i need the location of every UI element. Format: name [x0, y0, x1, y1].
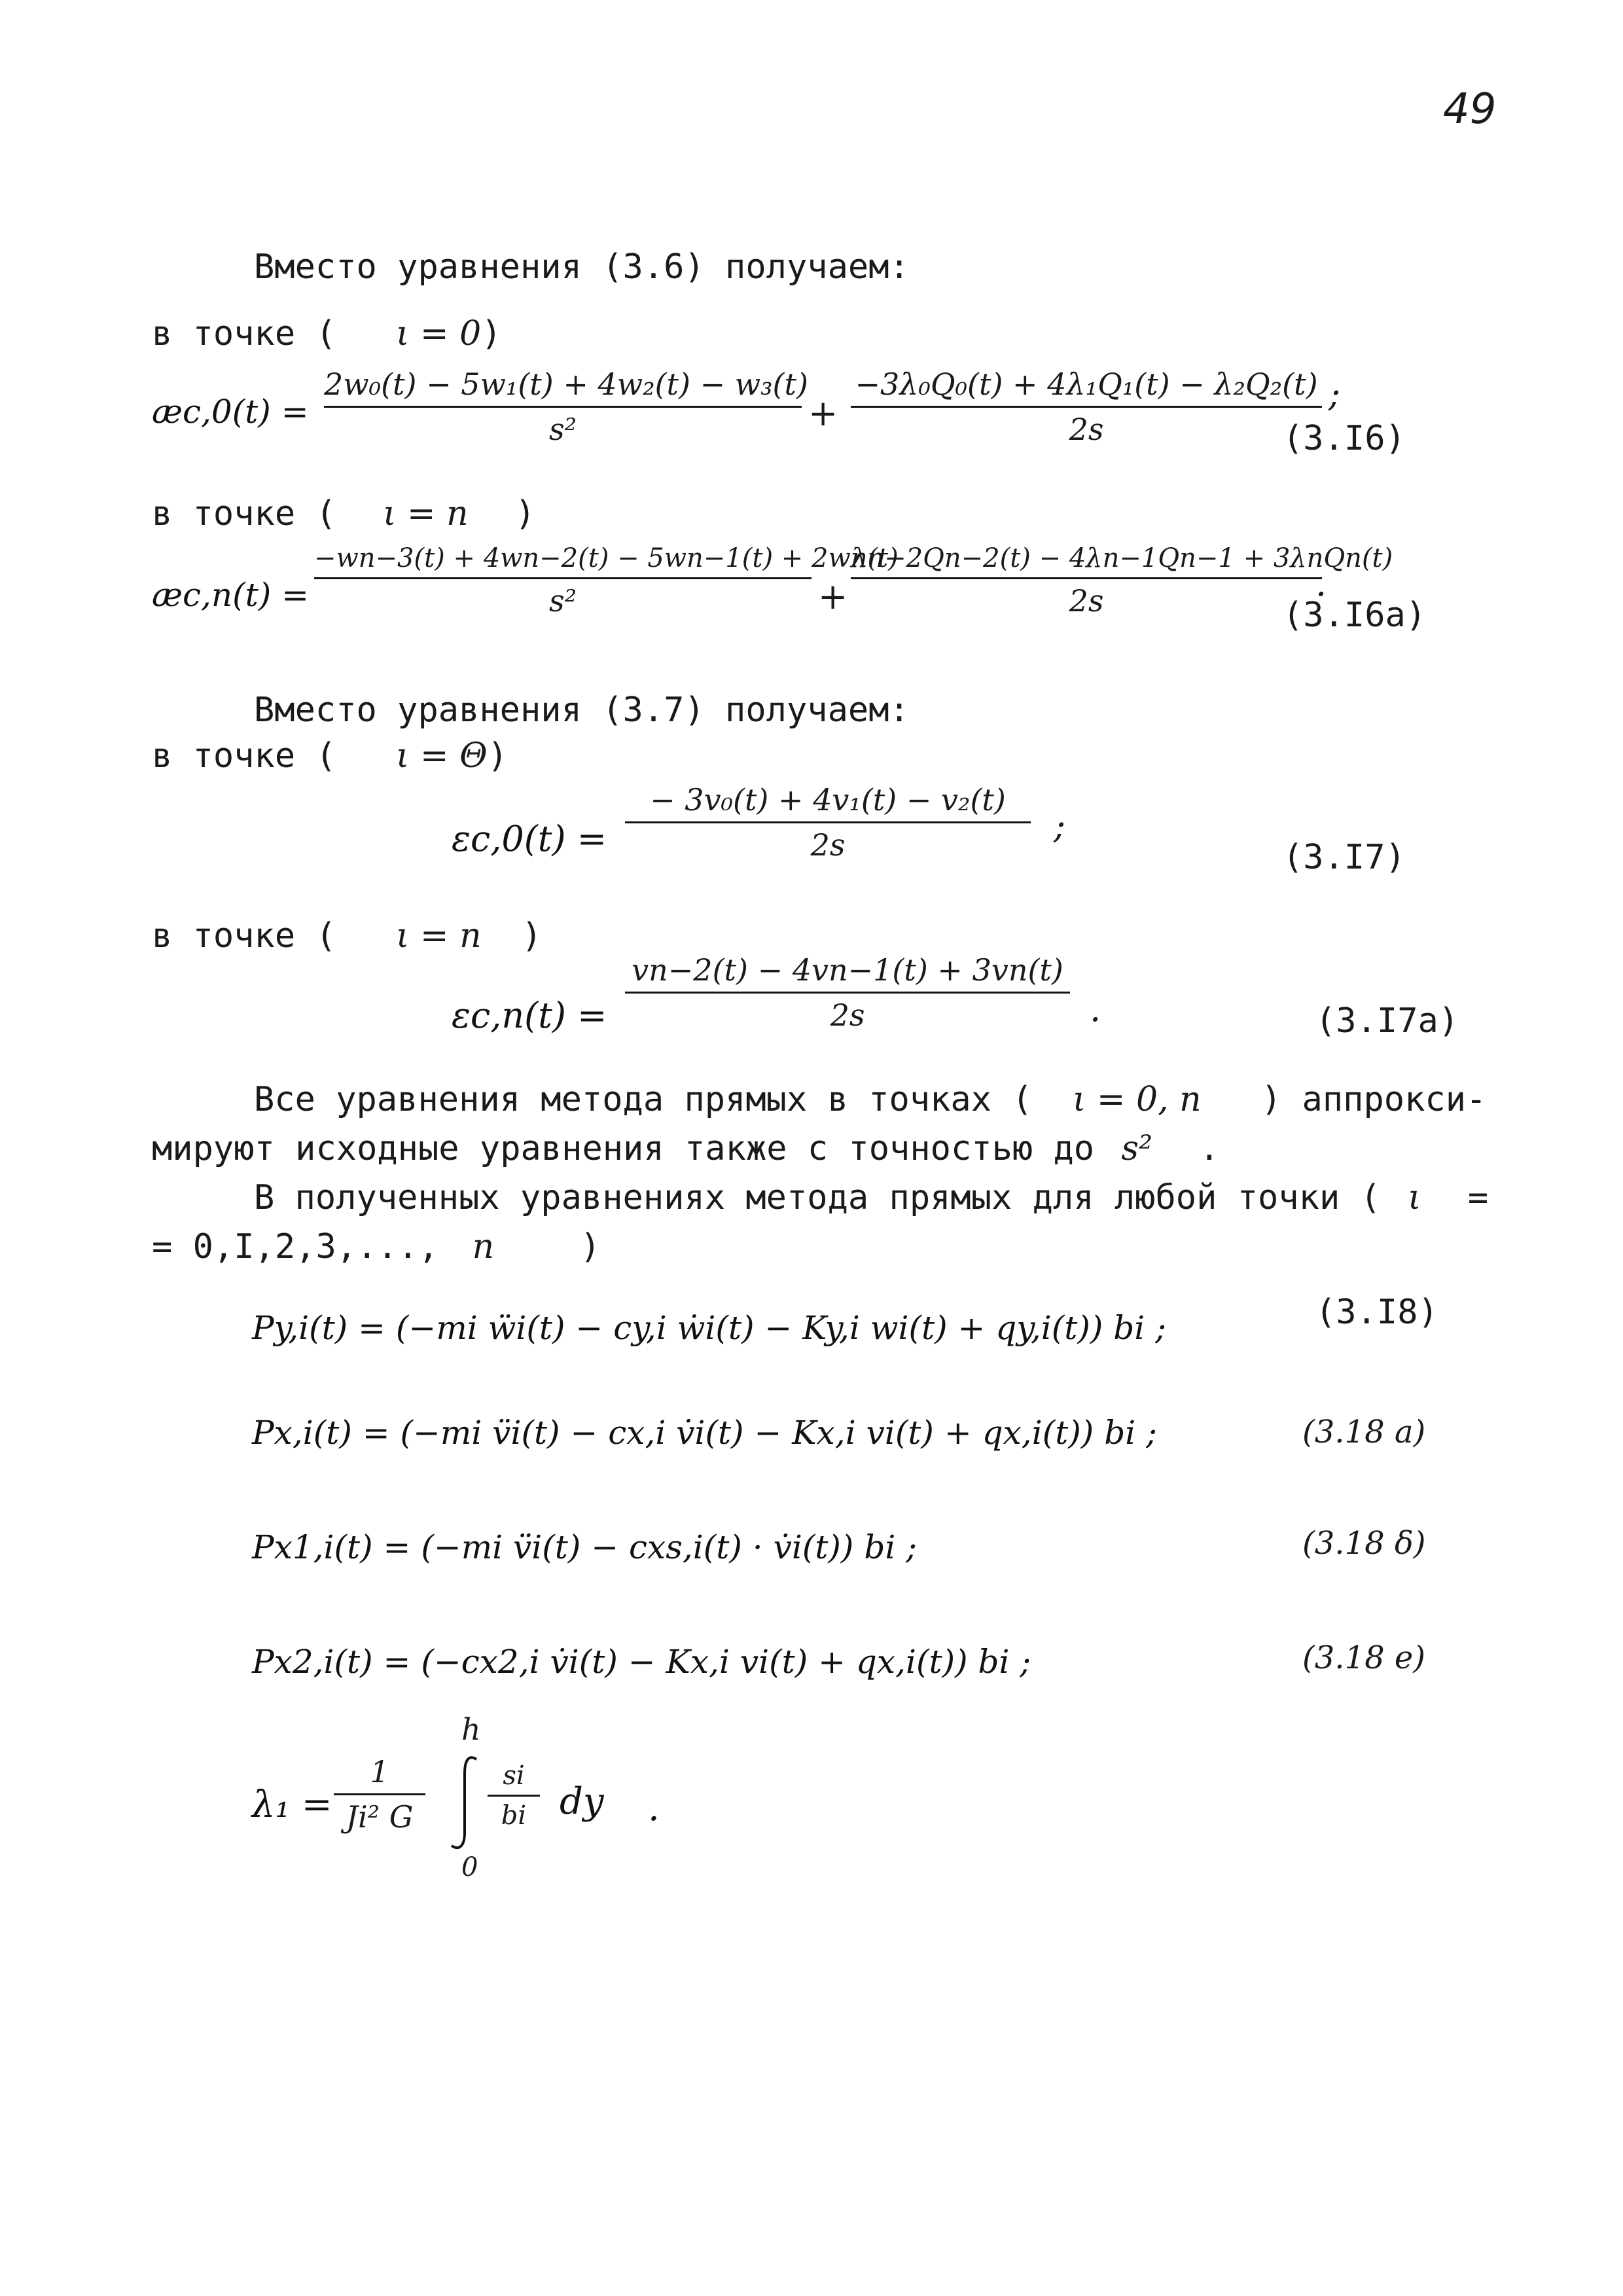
eq-3-16a-frac1-denominator: s² — [548, 583, 577, 619]
point-suffix: ) — [521, 916, 543, 956]
eq-3-17a-fraction — [625, 952, 1070, 1033]
para1-line2-math: s² — [1121, 1129, 1152, 1168]
eq-3-17-denominator: 2s — [810, 827, 846, 863]
para2-line2-text-b: ) — [580, 1227, 601, 1266]
point-prefix: в точке ( — [152, 494, 336, 533]
fraction-bar — [488, 1795, 540, 1797]
eq-lambda-fraction — [334, 1754, 425, 1835]
eq-3-16-fraction-2 — [851, 367, 1322, 447]
integral-lower-limit: 0 — [461, 1852, 478, 1882]
eq-3-16a-frac2-denominator: 2s — [1069, 583, 1104, 619]
fraction-bar — [625, 821, 1031, 823]
para2-line1-text-b: = — [1467, 1178, 1489, 1217]
eq-3-16-frac2-denominator: 2s — [1069, 412, 1104, 447]
eq-3-16a-plus: + — [818, 576, 848, 617]
eq-3-16a-fraction-2 — [851, 543, 1393, 619]
eq-3-17a-numerator: vn−2(t) − 4vn−1(t) + 3vn(t) — [632, 952, 1063, 988]
para2-line2-text-a: = 0,I,2,3,..., — [152, 1227, 439, 1266]
point-in-value-2: ι = n — [396, 916, 482, 956]
point-label-i-theta — [152, 736, 508, 776]
eq-3-16-lhs: æc,0(t) = — [152, 393, 309, 431]
eq-3-16-number: (3.I6) — [1283, 419, 1406, 458]
eq-3-17-number: (3.I7) — [1283, 838, 1406, 877]
integral-upper-limit: h — [461, 1712, 481, 1747]
point-suffix: ) — [514, 494, 536, 533]
eq-lambda-dy: dy — [560, 1780, 604, 1823]
eq-3-17a-number: (3.I7a) — [1315, 1001, 1459, 1041]
eq-3-18-number: (3.I8) — [1315, 1293, 1438, 1332]
eq-3-17a-end: . — [1090, 988, 1101, 1030]
eq-3-18c-number: (3.18 e) — [1302, 1640, 1425, 1676]
eq-lambda-integrand-numerator: si — [503, 1761, 525, 1791]
eq-lambda-denominator: Ji² G — [346, 1799, 414, 1835]
eq-3-18a-number: (3.18 a) — [1302, 1414, 1426, 1450]
point-suffix: ) — [487, 736, 508, 776]
eq-3-17-end: ; — [1054, 805, 1066, 846]
point-in-value: ι = n — [383, 494, 469, 533]
paragraph-2-line-1 — [254, 1178, 1488, 1217]
point-suffix: ) — [481, 314, 502, 353]
eq-3-17a-lhs: εc,n(t) = — [452, 995, 607, 1036]
eq-3-18c: Px2,i(t) = (−cx2,i v̇i(t) − Kx,i vi(t) + qx,i(t)) bi ; — [252, 1643, 1031, 1681]
eq-lambda-integrand-denominator: bi — [501, 1801, 527, 1831]
integral-sign-icon — [445, 1754, 484, 1852]
paragraph-2-line-2 — [152, 1227, 601, 1266]
eq-3-18: Py,i(t) = (−mi ẅi(t) − cy,i ẇi(t) − Ky,i wi(t) + qy,i(t)) bi ; — [252, 1309, 1167, 1347]
para2-line2-math: n — [472, 1227, 495, 1266]
eq-3-16-fraction-1 — [324, 367, 808, 447]
para2-line1-text-a: В полученных уравнениях метода прямых для любой точки ( — [254, 1178, 1381, 1217]
eq-3-16a-frac2-numerator: λn−2Qn−2(t) − 4λn−1Qn−1 + 3λnQn(t) — [851, 543, 1393, 573]
eq-3-16-frac2-numerator: −3λ₀Q₀(t) + 4λ₁Q₁(t) − λ₂Q₂(t) — [855, 367, 1318, 402]
eq-3-16a-fraction-1 — [314, 543, 899, 619]
para1-line1-math: ι = 0, n — [1072, 1080, 1202, 1119]
eq-3-16a-end: . — [1315, 563, 1327, 604]
para1-line2-text-a: мируют исходные уравнения также с точностью до — [152, 1129, 1095, 1168]
para1-line1-text-b: ) аппрокси- — [1260, 1080, 1487, 1119]
point-i0-value: ι = 0 — [396, 314, 482, 353]
eq-3-18a: Px,i(t) = (−mi v̈i(t) − cx,i v̇i(t) − Kx,i vi(t) + qx,i(t)) bi ; — [252, 1414, 1157, 1452]
point-label-i0 — [152, 314, 502, 353]
fraction-bar — [334, 1793, 425, 1795]
point-prefix: в точке ( — [152, 314, 336, 353]
eq-3-16-plus: + — [808, 393, 838, 434]
intro-text-3-6: Вместо уравнения (3.6) получаем: — [254, 247, 910, 287]
eq-3-16-frac1-denominator: s² — [548, 412, 577, 447]
point-label-in-2 — [152, 916, 542, 956]
eq-3-18b-number: (3.18 δ) — [1302, 1525, 1426, 1562]
eq-3-16-end: ; — [1329, 373, 1341, 414]
eq-3-17-numerator: − 3v₀(t) + 4v₁(t) − v₂(t) — [650, 782, 1006, 817]
paragraph-1-line-2 — [152, 1129, 1220, 1168]
fraction-bar — [314, 577, 812, 579]
fraction-bar — [851, 577, 1322, 579]
eq-3-18b: Px1,i(t) = (−mi v̈i(t) − cxs,i(t) · v̇i(t)) bi ; — [252, 1528, 918, 1566]
point-i-theta-value: ι = Θ — [396, 736, 488, 776]
eq-3-16a-frac1-numerator: −wn−3(t) + 4wn−2(t) − 5wn−1(t) + 2wn(t) — [314, 543, 899, 573]
eq-3-17a-denominator: 2s — [830, 997, 865, 1033]
eq-3-16a-number: (3.I6a) — [1283, 596, 1427, 635]
eq-lambda-numerator: 1 — [370, 1754, 389, 1789]
para1-line2-end: . — [1199, 1129, 1220, 1168]
fraction-bar — [625, 992, 1070, 994]
fraction-bar — [851, 406, 1322, 408]
point-prefix: в точке ( — [152, 736, 336, 776]
eq-lambda-integrand — [488, 1761, 540, 1831]
page-number: 49 — [1443, 85, 1497, 134]
eq-lambda-end: . — [648, 1787, 660, 1829]
eq-lambda-lhs: λ₁ = — [252, 1784, 332, 1826]
para2-line1-math: ι — [1408, 1178, 1421, 1217]
eq-3-16a-lhs: æc,n(t) = — [152, 576, 309, 614]
point-prefix: в точке ( — [152, 916, 336, 956]
eq-3-17-fraction — [625, 782, 1031, 863]
paragraph-1-line-1 — [254, 1080, 1486, 1119]
eq-3-17-lhs: εc,0(t) = — [452, 818, 607, 859]
eq-3-16-frac1-numerator: 2w₀(t) − 5w₁(t) + 4w₂(t) − w₃(t) — [324, 367, 808, 402]
point-label-in — [152, 494, 535, 533]
fraction-bar — [324, 406, 802, 408]
intro-text-3-7: Вместо уравнения (3.7) получаем: — [254, 691, 910, 730]
para1-line1-text-a: Все уравнения метода прямых в точках ( — [254, 1080, 1033, 1119]
